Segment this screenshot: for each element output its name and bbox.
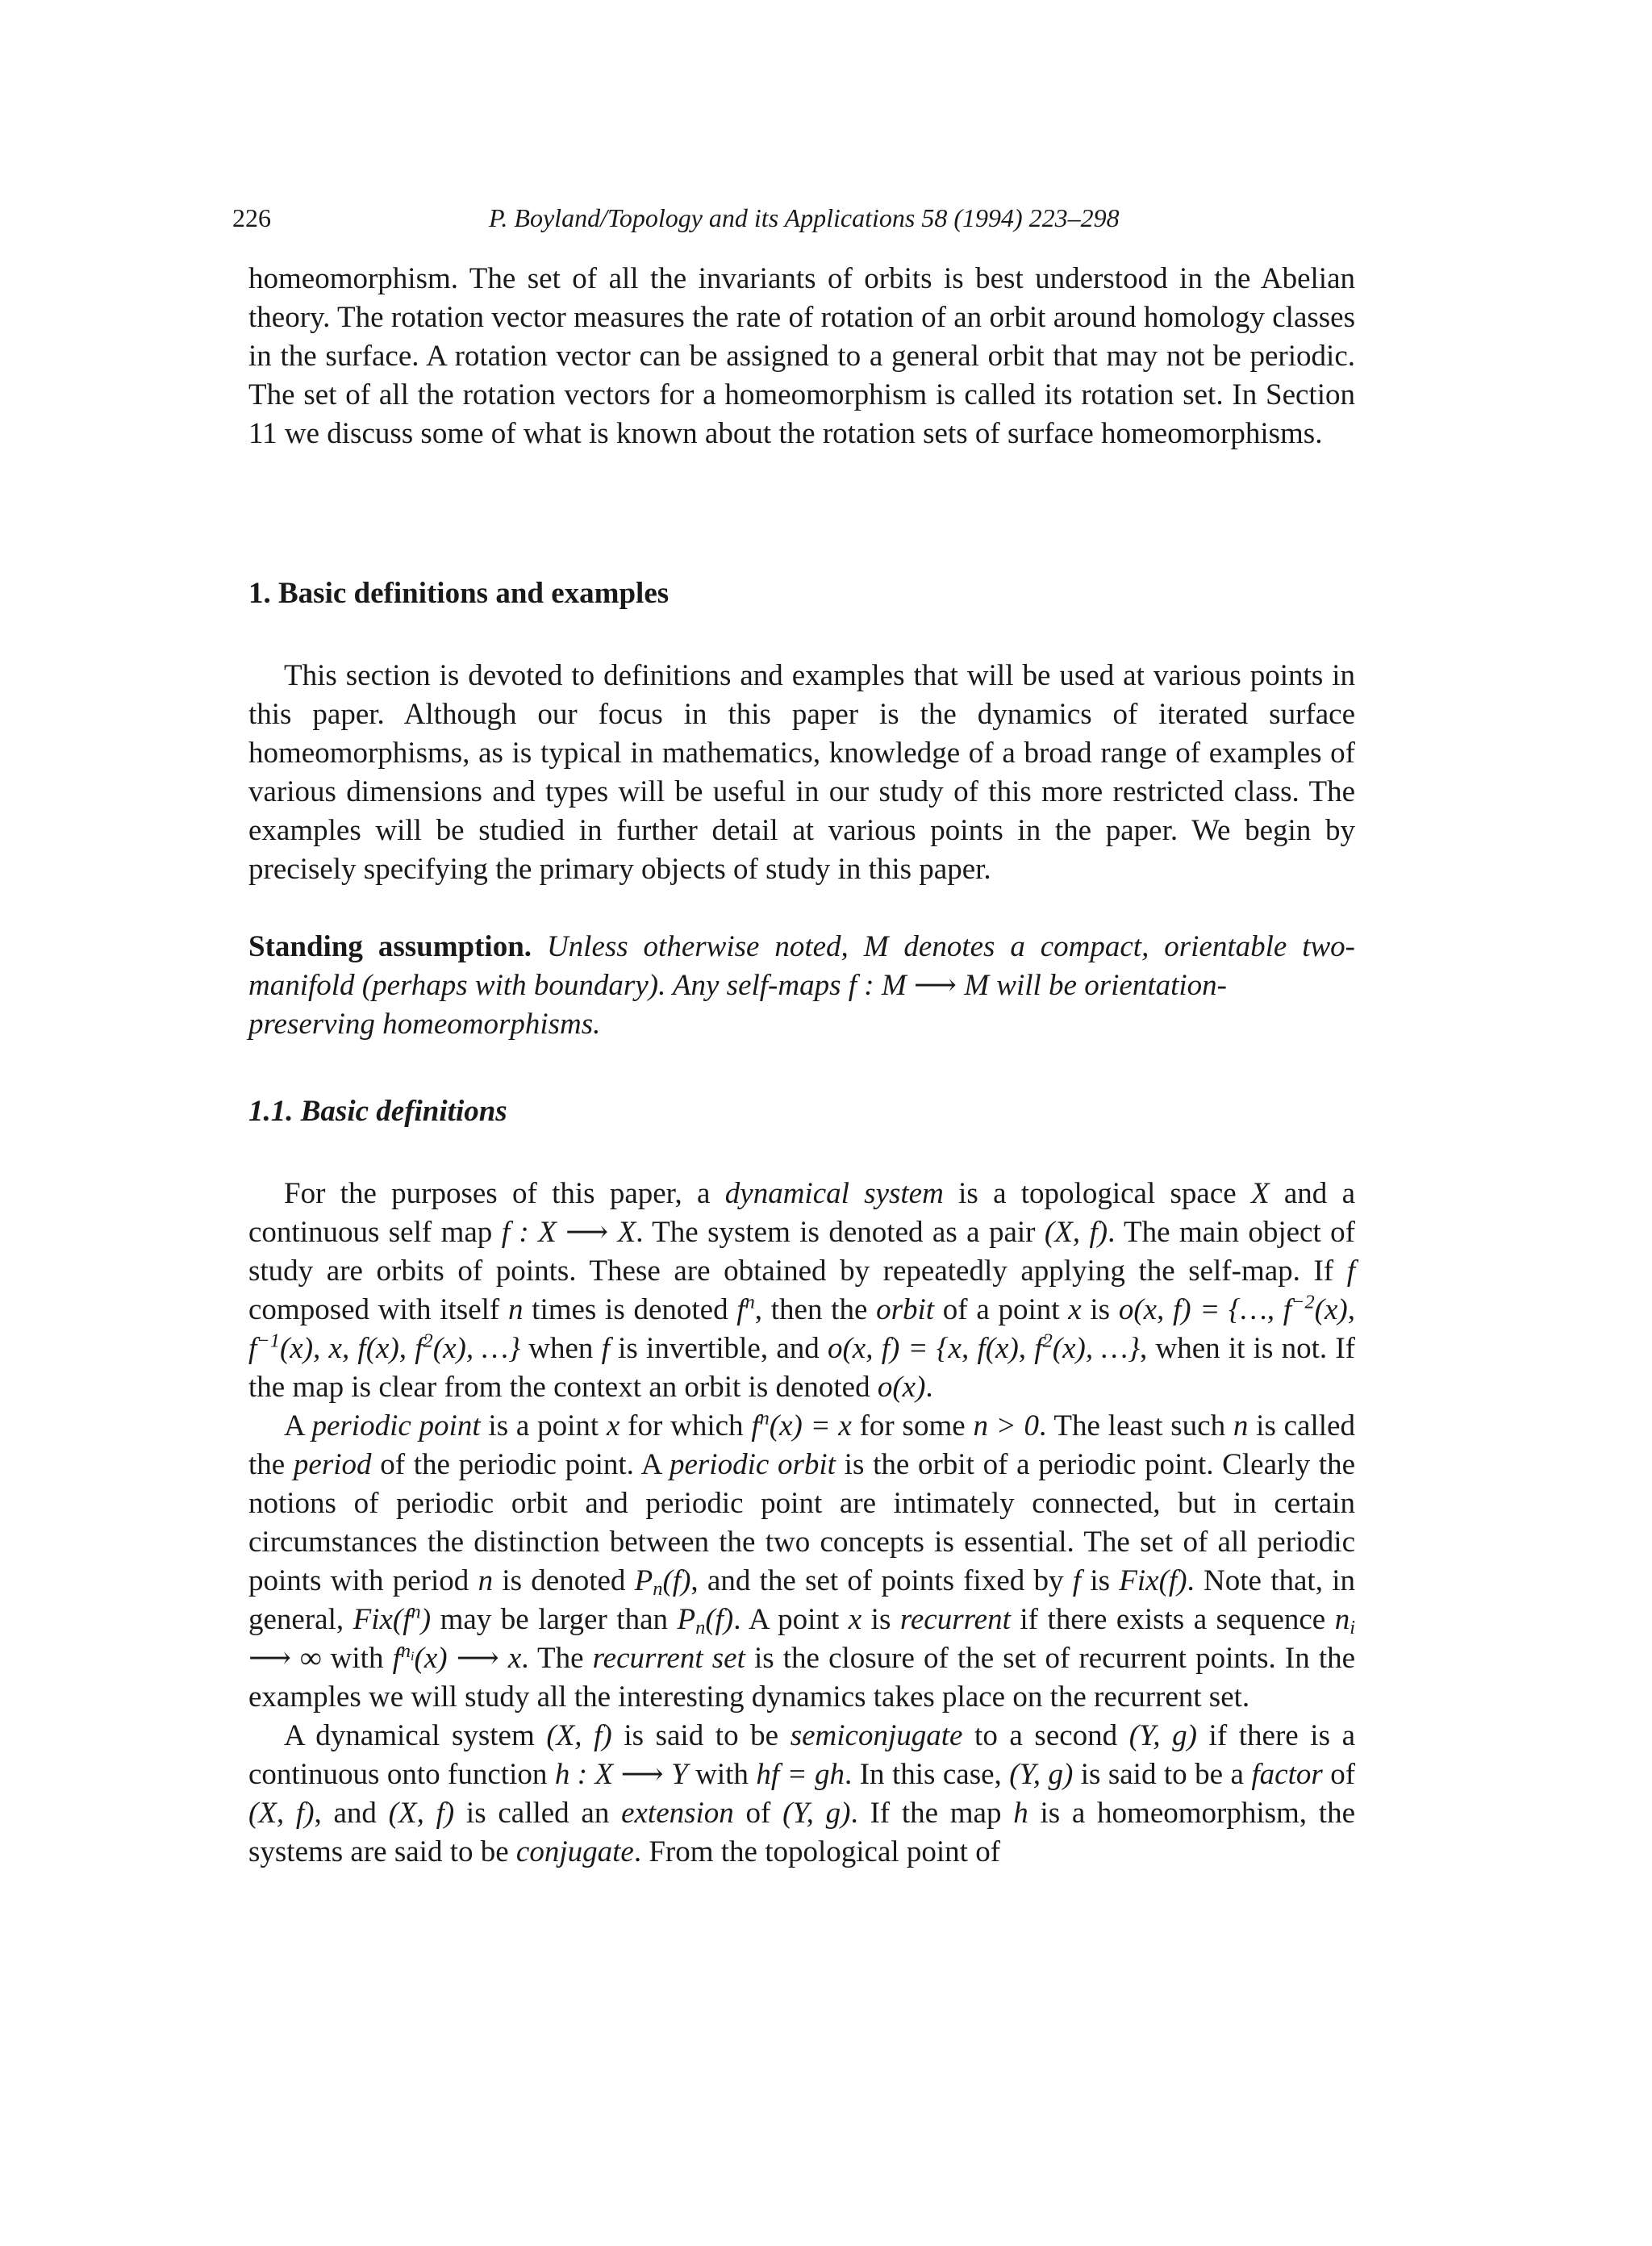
orbit-formula: o(x, f) = {…, $f^{-2}(x)$, $f^{-1}(x)$, x, f(x), $f^2(x)$, …} — [248, 1291, 1355, 1365]
term-extension: extension — [621, 1797, 734, 1830]
term-periodic-point: periodic point — [311, 1409, 481, 1442]
page-number: 226 — [232, 203, 271, 232]
term-periodic-orbit: periodic orbit — [669, 1448, 836, 1481]
term-factor: factor — [1251, 1758, 1323, 1791]
orbit-formula-noninvertible: o(x, f) = {x, f(x), $f^2(x)$, …} — [827, 1330, 1141, 1365]
term-semiconjugate: semiconjugate — [790, 1719, 963, 1752]
standing-assumption-text: Unless otherwise noted, M denotes a compact, orientable two-manifold (perhaps with boundary). Any self-maps f : M ⟶ M will be orientation- — [248, 930, 1356, 1002]
section1-paragraph: This section is devoted to definitions and examples that will be used at various points in this paper. Although our focus in this paper is the dynamics of iterated surface homeomorphisms, as is typical in mathematics, knowledge of a broad range of examples of various dimensions and types will be useful in our study of this more restricted class. The examples will be studied in further detail at various points in the paper. We begin by precisely specifying the primary objects of study in this paper. — [248, 659, 1355, 886]
term-recurrent: recurrent — [899, 1603, 1011, 1636]
term-recurrent-set: recurrent set — [592, 1642, 745, 1675]
term-orbit: orbit — [876, 1293, 935, 1326]
running-head — [232, 200, 1362, 236]
paragraph-dynamical-system: For the purposes of this paper, a dynamical system is a topological space X and a continuous self map f : X ⟶ X. The system is denoted as a pair (X, f). The main object of study are orbits of points. These are obtained by repeatedly applying the self-map. If f composed with itself n times is denoted $f^n$, then the orbit of a point x is o(x, f) = {…, $f^{-2}(x)$, $f^{-1}(x)$, x, f(x), $f^2(x)$, …} when f is invertible, and o(x, f) = {x, f(x), $f^2(x)$, …}, when it is not. If the map is clear from the context an orbit is denoted o(x). — [248, 1177, 1356, 1404]
body-block — [248, 1175, 1355, 1872]
term-dynamical-system: dynamical system — [724, 1177, 944, 1210]
standing-assumption-text-end: preserving homeomorphisms. — [248, 1008, 601, 1041]
standing-assumption — [248, 928, 1355, 1044]
term-period: period — [293, 1448, 372, 1481]
intro-paragraph: homeomorphism. The set of all the invariants of orbits is best understood in the Abelian theory. The rotation vector measures the rate of rotation of an orbit around homology classes in the surface. A rotation vector can be assigned to a general orbit that may not be periodic. The set of all the rotation vectors for a homeomorphism is called its rotation set. In Section 11 we discuss some of what is known about the rotation sets of surface homeomorphisms. — [248, 262, 1355, 450]
section1-block — [248, 657, 1355, 889]
standing-assumption-label: Standing assumption. — [248, 930, 532, 963]
intro-block — [248, 260, 1355, 453]
paragraph-semiconjugate: A dynamical system (X, f) is said to be semiconjugate to a second (Y, g) if there is a continuous onto function h : X ⟶ Y with hf = gh. In this case, (Y, g) is said to be a factor of (X, f), and (X, f) is called an extension of (Y, g). If the map h is a homeomorphism, the systems are said to be conjugate. From the topological point of — [248, 1719, 1356, 1868]
section-title: 1. Basic definitions and examples — [248, 577, 670, 610]
journal-citation: P. Boyland/Topology and its Applications 58 (1994) 223–298 — [489, 203, 1120, 232]
subsection-title: 1.1. Basic definitions — [248, 1095, 507, 1128]
paragraph-periodic-point: A periodic point is a point x for which $f^n(x) = x$ for some n > 0. The least such n is called the period of the periodic point. A periodic orbit is the orbit of a periodic point. Clearly the notions of periodic orbit and periodic point are intimately connected, but in certain circumstances the distinction between the two concepts is essential. The set of all periodic points with period n is denoted $P_n(f)$, and the set of points fixed by f is Fix(f). Note that, in general, $Fix(f^n)$ may be larger than $P_n(f)$. A point x is recurrent if there exists a sequence $n_i$ ⟶ ∞ with $f^{n_i}(x)$ ⟶ x. The recurrent set is the closure of the set of recurrent points. In the examples we will study all the interesting dynamics takes place on the recurrent set. — [248, 1407, 1356, 1714]
standing-assumption-block — [248, 928, 1355, 1044]
term-conjugate: conjugate — [515, 1835, 634, 1868]
